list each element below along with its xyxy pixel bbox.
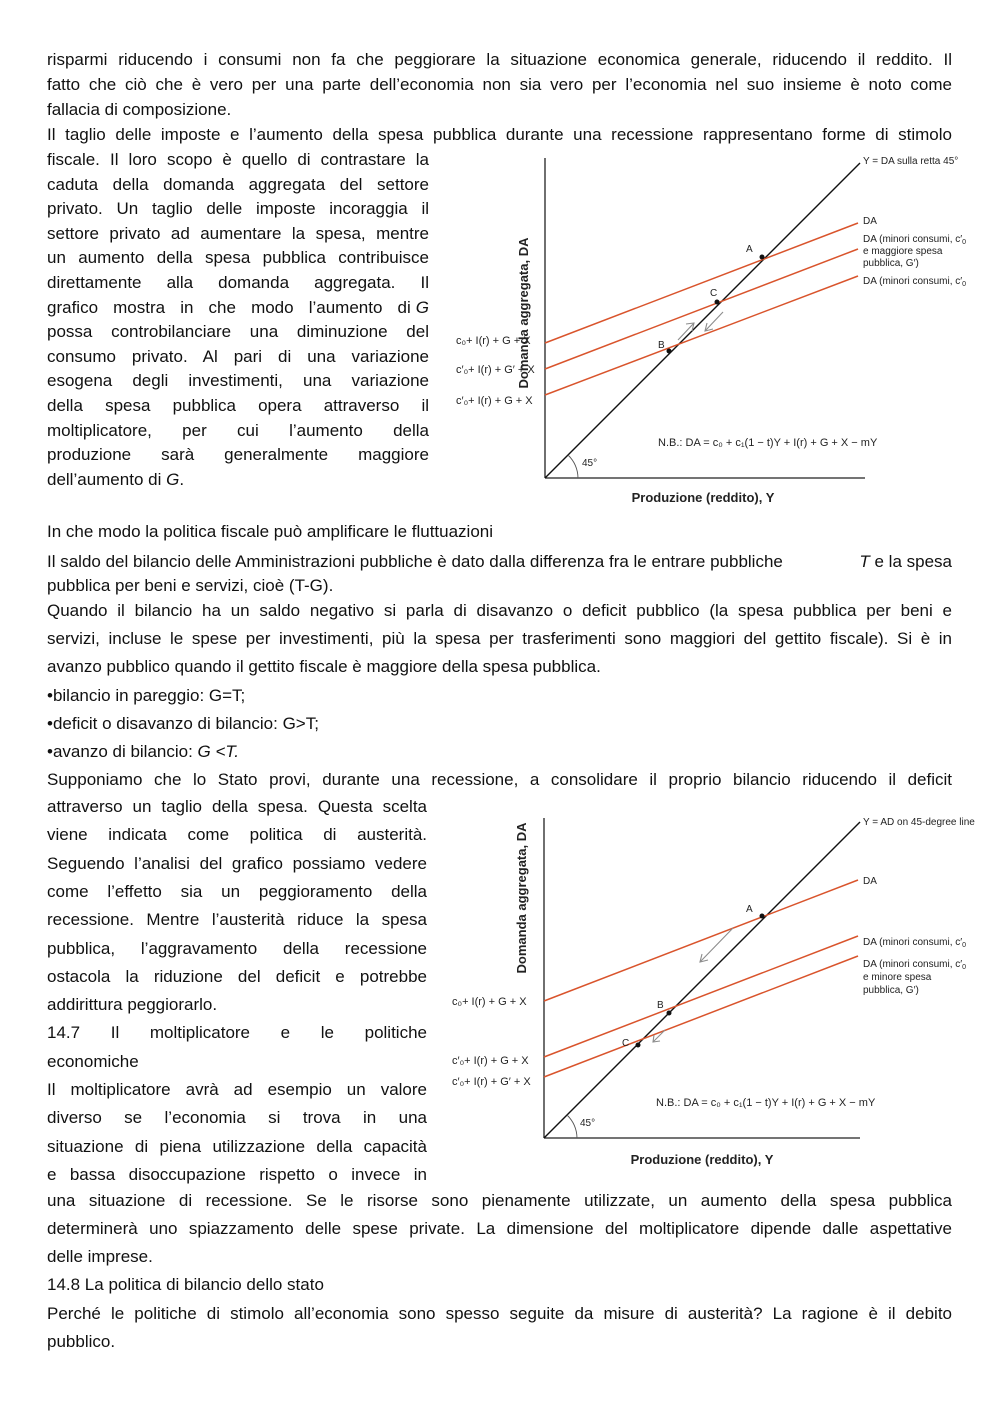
formula-note: N.B.: DA = c₀ + c₁(1 − t)Y + I(r) + G + X − mY [658, 437, 878, 449]
da-line-lower-consumption [544, 936, 858, 1057]
column-line: privato. Un taglio delle imposte incoraggia il [47, 199, 429, 219]
y-axis-label: Domanda aggregata, DA [516, 237, 531, 389]
column-line: esogena degli investimenti, una variazione [47, 371, 429, 391]
column-line: Seguendo l’analisi del grafico possiamo vedere [47, 853, 427, 873]
column-line: situazione di piena utilizzazione della capacità [47, 1136, 427, 1156]
column-line: recessione. Mentre l’austerità riduce la spesa [47, 910, 427, 930]
y-tick-label: c′₀+ I(r) + G′ + X [456, 364, 535, 376]
column-line: della spesa pubblica opera attraverso il [47, 396, 429, 415]
column-line: consumo privato. Al pari di una variazione [47, 346, 429, 366]
da-mid-label [863, 937, 966, 949]
paragraph-line: una situazione di recessione. Se le risorse sono pienamente utilizzate, un aumento della spesa pubblica [47, 1191, 952, 1210]
paragraph-line: pubblico. [47, 1332, 116, 1351]
paragraph-line: Quando il bilancio ha un saldo negativo si parla di disavanzo o deficit pubblico (la spesa pubblica per beni e [47, 601, 952, 620]
line-45-label: Y = AD on 45-degree line [863, 817, 975, 828]
column-line: settore privato ad aumentare la spesa, mentre [47, 223, 429, 243]
column-line [47, 296, 429, 321]
point-a [760, 255, 765, 260]
italic-g: G [166, 469, 180, 489]
point-c-label: C [622, 1038, 630, 1049]
da-line-original [545, 223, 858, 343]
x-axis-label: Produzione (reddito), Y [631, 490, 775, 505]
paragraph-line: Il taglio delle imposte e l’aumento della spesa pubblica durante una recessione rappresentano forme di stimolo [47, 125, 952, 144]
paragraph-line: fatto che ciò che è vero per una parte dell’economia non sia vero per l’economia nel suo insieme è noto come [47, 75, 952, 94]
column-line-text: dell’aumento di [47, 469, 162, 489]
section-heading-14-7: 14.7 Il moltiplicatore e le politiche [47, 1023, 427, 1043]
column-line: pubblica, l’aggravamento della recessione [47, 938, 427, 958]
point-b-label: B [658, 340, 665, 351]
da-low-label [863, 959, 966, 971]
arrow-down [700, 928, 733, 962]
column-line: e bassa disoccupazione rispetto o invece in [47, 1164, 427, 1184]
chart-austerity [440, 808, 990, 1172]
paragraph-text: Il saldo del bilancio delle Amministrazioni pubbliche è dato dalla differenza fra le entrare pubbliche [47, 552, 783, 571]
da-line-original [544, 880, 858, 1001]
da-mid-label-3: pubblica, G′) [863, 258, 919, 269]
section-heading: In che modo la politica fiscale può amplificare le fluttuazioni [47, 522, 494, 541]
line-45-label: Y = DA sulla retta 45° [863, 156, 959, 167]
paragraph-line: servizi, incluse le spese per investimenti, più la spesa per trasferimenti sono maggiori del gettito fiscale). Si è in [47, 629, 952, 648]
da-line-lower-g [544, 956, 858, 1077]
line-45-degree [545, 163, 860, 478]
y-axis-label: Domanda aggregata, DA [514, 822, 529, 974]
point-a-label: A [746, 244, 753, 255]
column-line: economiche [47, 1051, 139, 1071]
point-a-label: A [746, 904, 753, 915]
paragraph-line: delle imprese. [47, 1247, 153, 1266]
bullet-item [47, 740, 952, 764]
subscript: 0 [962, 942, 967, 949]
column-line: direttamente alla domanda aggregata. Il [47, 273, 429, 292]
column-line: attraverso un taglio della spesa. Questa scelta [47, 797, 427, 816]
column-line: un aumento della spesa pubblica contribuisce [47, 248, 429, 268]
da-low-label-text: DA (minori consumi, c′ [863, 959, 963, 970]
formula-note: N.B.: DA = c₀ + c₁(1 − t)Y + I(r) + G + X − mY [656, 1097, 876, 1109]
chart-fiscal-stimulus [440, 148, 985, 510]
paragraph-text: e la spesa [874, 552, 952, 571]
paragraph-line [47, 550, 952, 574]
da-low-label [863, 276, 966, 288]
section-heading-14-8: 14.8 La politica di bilancio dello stato [47, 1275, 324, 1294]
italic-g: G [415, 297, 429, 317]
point-b-label: B [657, 1000, 664, 1011]
subscript: 0 [962, 281, 967, 288]
y-tick-label: c′₀+ I(r) + G′ + X [452, 1076, 531, 1088]
paragraph-text-end [859, 550, 952, 574]
column-line-text: grafico mostra in che modo l’aumento di [47, 297, 411, 317]
y-tick-label: c₀+ I(r) + G + X [452, 996, 527, 1008]
da-low-label-2: e minore spesa [863, 972, 932, 983]
y-tick-label: c₀+ I(r) + G + X [456, 335, 531, 347]
bullet-item: •bilancio in pareggio: G=T; [47, 686, 246, 705]
paragraph-line: determinerà uno spiazzamento delle spese private. La dimensione del moltiplicatore dipende dalle aspettative [47, 1219, 952, 1238]
da-mid-label-text: DA (minori consumi, c′ [863, 234, 963, 245]
da-line-higher-g [545, 249, 858, 369]
da-low-label-text: DA (minori consumi, c′ [863, 276, 963, 287]
da-label: DA [863, 216, 877, 227]
paragraph-line: avanzo pubblico quando il gettito fiscale è maggiore della spesa pubblica. [47, 657, 601, 676]
da-label: DA [863, 876, 877, 887]
point-c-label: C [710, 288, 718, 299]
column-line: possa controbilanciare una diminuzione del [47, 322, 429, 342]
point-b [667, 349, 672, 354]
angle-arc [567, 1115, 577, 1138]
arrow-down-2 [653, 1030, 665, 1042]
column-line [47, 468, 429, 493]
y-tick-label: c′₀+ I(r) + G + X [452, 1055, 529, 1067]
column-line: addirittura peggiorarlo. [47, 995, 218, 1015]
paragraph-line: pubblica per beni e servizi, cioè (T-G). [47, 576, 334, 595]
column-line: diverso se l’economia si trova in una [47, 1108, 427, 1128]
da-line-lower-consumption [545, 276, 858, 395]
line-45-degree [544, 822, 860, 1138]
angle-label: 45° [582, 458, 598, 469]
bullet-text: •avanzo di bilancio: [47, 742, 198, 761]
bullet-formula: G <T. [197, 742, 239, 761]
da-low-label-3: pubblica, G′) [863, 985, 919, 996]
column-line: caduta della domanda aggregata del settore [47, 174, 429, 194]
bullet-item: •deficit o disavanzo di bilancio: G>T; [47, 714, 319, 733]
column-line: moltiplicatore, per cui l’aumento della [47, 420, 429, 440]
italic-t: T [859, 552, 870, 571]
point-a [760, 914, 765, 919]
column-line: fiscale. Il loro scopo è quello di contrastare la [47, 150, 429, 169]
column-line: produzione sarà generalmente maggiore [47, 445, 429, 465]
column-line: come l’effetto sia un peggioramento della [47, 881, 427, 901]
subscript: 0 [962, 964, 967, 971]
point-c [715, 300, 720, 305]
point-c [636, 1043, 641, 1048]
x-axis-label: Produzione (reddito), Y [630, 1152, 774, 1167]
period: . [179, 469, 185, 489]
paragraph-line: Supponiamo che lo Stato provi, durante una recessione, a consolidare il proprio bilancio riducendo il deficit [47, 770, 952, 789]
column-line: viene indicata come politica di austerità. [47, 825, 427, 845]
paragraph-line: risparmi riducendo i consumi non fa che peggiorare la situazione economica generale, riducendo il reddito. Il [47, 50, 952, 69]
point-b [667, 1011, 672, 1016]
column-line: Il moltiplicatore avrà ad esempio un valore [47, 1080, 427, 1099]
angle-arc [568, 455, 578, 478]
paragraph-line: Perché le politiche di stimolo all’economia sono spesso seguite da misure di austerità? La ragione è il debito [47, 1304, 952, 1323]
da-mid-label-2: e maggiore spesa [863, 246, 943, 257]
da-mid-label-text: DA (minori consumi, c′ [863, 937, 963, 948]
da-mid-label [863, 234, 966, 246]
column-line: ostacola la riduzione del deficit e potrebbe [47, 966, 427, 986]
paragraph-line: fallacia di composizione. [47, 100, 232, 119]
subscript: 0 [962, 239, 967, 246]
y-tick-label: c′₀+ I(r) + G + X [456, 395, 533, 407]
angle-label: 45° [580, 1118, 596, 1129]
